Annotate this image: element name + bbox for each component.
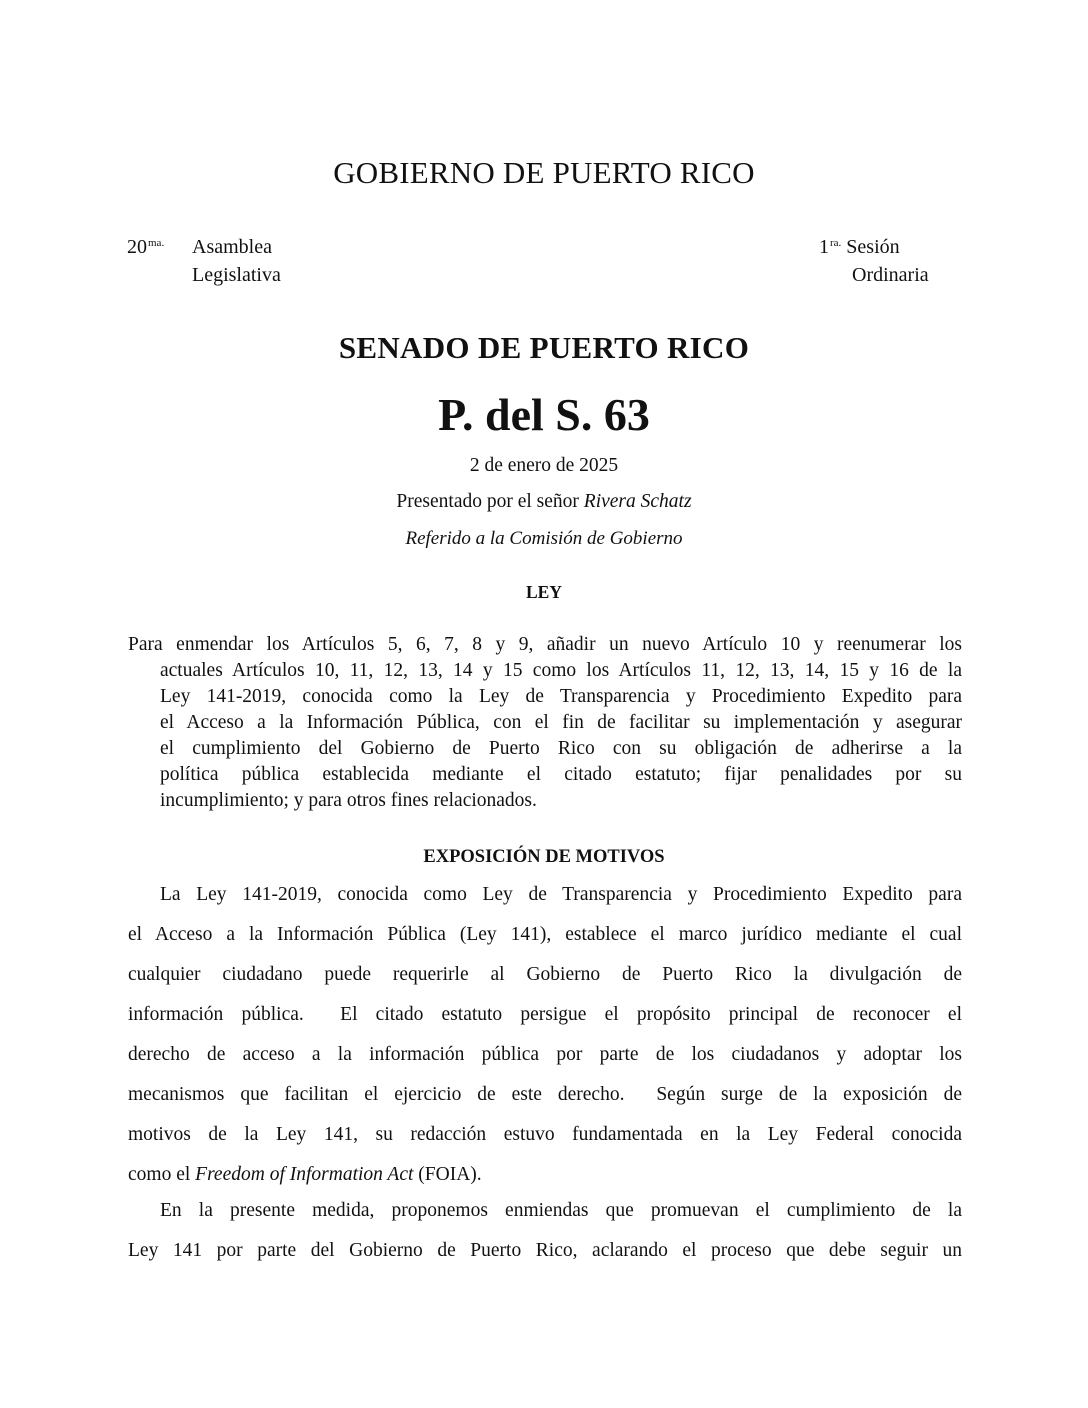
exposicion-paragraph-2 [128, 1191, 962, 1271]
assembly-number [127, 236, 164, 259]
bill-number: P. del S. 63 [438, 389, 650, 440]
paragraph-line: La Ley 141-2019, conocida como Ley de Transparencia y Procedimiento Expedito para [160, 884, 962, 905]
presented-by-line [0, 491, 1088, 513]
paragraph-line: motivos de la Ley 141, su redacción estuvo fundamentada en la Ley Federal conocida [128, 1124, 962, 1145]
session-label [819, 236, 900, 259]
session-ordinal: ra. [830, 237, 842, 249]
paragraph-line: En la presente medida, proponemos enmiendas que promuevan el cumplimiento de la [160, 1200, 962, 1221]
paragraph-line: derecho de acceso a la información pública por parte de los ciudadanos y adoptar los [128, 1044, 962, 1065]
bill-type: LEY [526, 582, 562, 602]
exposicion-paragraph-1 [128, 875, 962, 1195]
presented-prefix: Presentado por el señor [396, 491, 584, 512]
chamber-heading: SENADO DE PUERTO RICO [338, 330, 750, 365]
assembly-ordinal: ma. [148, 237, 165, 249]
exposicion-heading: EXPOSICIÓN DE MOTIVOS [423, 847, 665, 867]
title-line: política pública establecida mediante el citado estatuto; fijar penalidades por su [160, 764, 962, 785]
title-line: Ley 141-2019, conocida como la Ley de Transparencia y Procedimiento Expedito para [160, 686, 962, 707]
foia-prefix: como el [128, 1164, 196, 1185]
assembly-line2: Legislativa [192, 264, 281, 286]
title-line: actuales Artículos 10, 11, 12, 13, 14 y 15 como los Artículos 11, 12, 13, 14, 15 y 16 de la [160, 660, 962, 681]
session-number: 1 [819, 236, 829, 258]
bill-date: 2 de enero de 2025 [469, 455, 619, 476]
paragraph-line: el Acceso a la Información Pública (Ley 141), establece el marco jurídico mediante el cual [128, 924, 962, 945]
government-heading: GOBIERNO DE PUERTO RICO [333, 155, 755, 190]
paragraph-line: Ley 141 por parte del Gobierno de Puerto Rico, aclarando el proceso que debe seguir un [128, 1240, 962, 1261]
title-line: Para enmendar los Artículos 5, 6, 7, 8 y 9, añadir un nuevo Artículo 10 y reenumerar los [128, 634, 962, 655]
assembly-line1: Asamblea [192, 236, 272, 258]
paragraph-line [128, 1155, 962, 1195]
referred-line: Referido a la Comisión de Gobierno [405, 528, 683, 549]
foia-suffix: (FOIA). [413, 1164, 482, 1185]
session-line2: Ordinaria [852, 264, 929, 286]
paragraph-line: mecanismos que facilitan el ejercicio de este derecho. Según surge de la exposición de [128, 1084, 962, 1105]
foia-act-name: Freedom of Information Act [195, 1164, 414, 1185]
presented-by-name: Rivera Schatz [583, 491, 692, 512]
title-line: incumplimiento; y para otros fines relacionados. [160, 790, 537, 811]
title-line: el Acceso a la Información Pública, con el fin de facilitar su implementación y asegurar [160, 712, 962, 733]
assembly-number-value: 20 [127, 236, 147, 258]
paragraph-line: cualquier ciudadano puede requerirle al Gobierno de Puerto Rico la divulgación de [128, 964, 962, 985]
title-line: el cumplimiento del Gobierno de Puerto Rico con su obligación de adherirse a la [160, 738, 962, 759]
bill-title [128, 632, 962, 814]
session-line1: Sesión [846, 236, 900, 258]
paragraph-line: información pública. El citado estatuto persigue el propósito principal de reconocer el [128, 1004, 962, 1025]
